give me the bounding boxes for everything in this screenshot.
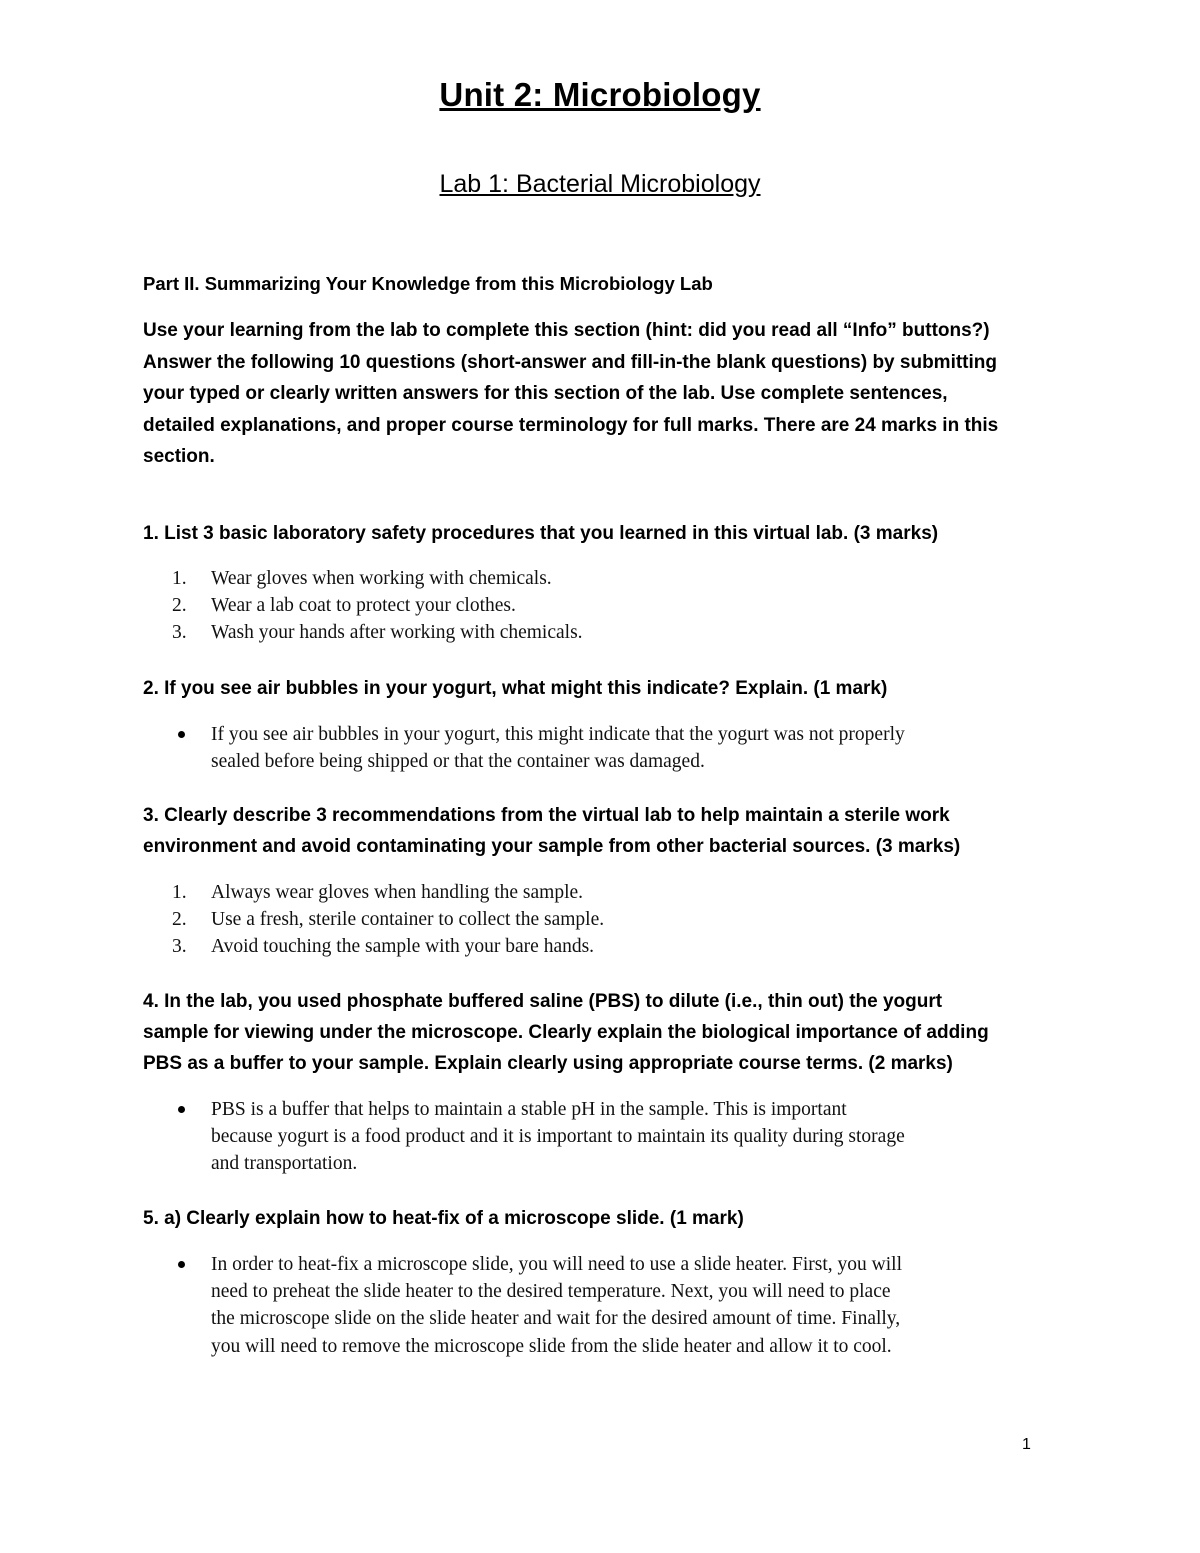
question-text: sample for viewing under the microscope. Clearly explain the biological importance of adding [143, 1022, 989, 1043]
answer-text: because yogurt is a food product and it is important to maintain its quality during storage [211, 1126, 905, 1148]
list-item [172, 1096, 905, 1178]
answer-text: Wear gloves when working with chemicals. [211, 568, 552, 589]
page-number: 1 [1022, 1436, 1031, 1453]
list-number: 3. [172, 622, 187, 644]
list-number: 1. [172, 568, 187, 589]
intro-line: Answer the following 10 questions (short-answer and fill-in-the blank questions) by submitting [143, 351, 997, 373]
question-text: 1. List 3 basic laboratory safety procedures that you learned in this virtual lab. (3 marks) [143, 523, 939, 544]
page-title: Unit 2: Microbiology [439, 76, 761, 113]
answer-text: the microscope slide on the slide heater and wait for the desired amount of time. Finally, [211, 1308, 901, 1330]
answer-text: sealed before being shipped or that the container was damaged. [211, 751, 705, 773]
intro-line: Use your learning from the lab to complete this section (hint: did you read all “Info” buttons?) [143, 320, 990, 341]
answer-text: and transportation. [211, 1153, 358, 1175]
answer-text: PBS is a buffer that helps to maintain a stable pH in the sample. This is important [211, 1099, 847, 1120]
bullet-icon [178, 1106, 185, 1113]
question-2 [143, 673, 887, 704]
question-text: 3. Clearly describe 3 recommendations from the virtual lab to help maintain a sterile work [143, 805, 950, 826]
answer-list-3 [172, 879, 604, 961]
list-item [172, 721, 905, 775]
answer-list-2 [172, 721, 905, 775]
list-item [172, 906, 604, 933]
intro-line: section. [143, 446, 215, 467]
question-5 [143, 1203, 744, 1234]
list-item [172, 879, 604, 906]
list-item [172, 565, 583, 592]
intro-paragraph [143, 315, 1063, 473]
question-text: 4. In the lab, you used phosphate buffered saline (PBS) to dilute (i.e., thin out) the yogurt [143, 991, 943, 1012]
question-text: environment and avoid contaminating your sample from other bacterial sources. (3 marks) [143, 836, 961, 857]
intro-line: your typed or clearly written answers for this section of the lab. Use complete sentences, [143, 383, 948, 404]
part-heading: Part II. Summarizing Your Knowledge from this Microbiology Lab [143, 273, 713, 294]
list-item [172, 933, 604, 960]
question-3 [143, 800, 960, 862]
question-1 [143, 518, 938, 549]
question-text: 2. If you see air bubbles in your yogurt, what might this indicate? Explain. (1 mark) [143, 678, 888, 699]
answer-text: Always wear gloves when handling the sample. [211, 882, 584, 903]
question-text: 5. a) Clearly explain how to heat-fix of a microscope slide. (1 mark) [143, 1208, 744, 1229]
list-number: 1. [172, 882, 187, 903]
list-item [172, 619, 583, 646]
bullet-icon [178, 731, 185, 738]
answer-text: If you see air bubbles in your yogurt, this might indicate that the yogurt was not properly [211, 724, 905, 745]
question-4 [143, 986, 989, 1079]
answer-list-4 [172, 1096, 905, 1178]
answer-text: you will need to remove the microscope slide from the slide heater and allow it to cool. [211, 1335, 892, 1357]
answer-list-5 [172, 1251, 902, 1360]
lab-title: Lab 1: Bacterial Microbiology [439, 170, 761, 198]
answer-list-1 [172, 565, 583, 647]
list-item [172, 1251, 902, 1360]
intro-line: detailed explanations, and proper course terminology for full marks. There are 24 marks in this [143, 414, 999, 436]
answer-text: need to preheat the slide heater to the desired temperature. Next, you will need to place [211, 1281, 891, 1303]
list-item [172, 592, 583, 619]
answer-text: Use a fresh, sterile container to collect the sample. [211, 909, 605, 931]
list-number: 3. [172, 936, 187, 958]
bullet-icon [178, 1261, 185, 1268]
list-number: 2. [172, 909, 187, 931]
answer-text: Avoid touching the sample with your bare hands. [211, 936, 595, 958]
question-text: PBS as a buffer to your sample. Explain clearly using appropriate course terms. (2 marks) [143, 1053, 953, 1074]
answer-text: Wear a lab coat to protect your clothes. [211, 595, 516, 617]
list-number: 2. [172, 595, 187, 617]
answer-text: Wash your hands after working with chemicals. [211, 622, 583, 644]
answer-text: In order to heat-fix a microscope slide, you will need to use a slide heater. First, you will [211, 1254, 902, 1275]
